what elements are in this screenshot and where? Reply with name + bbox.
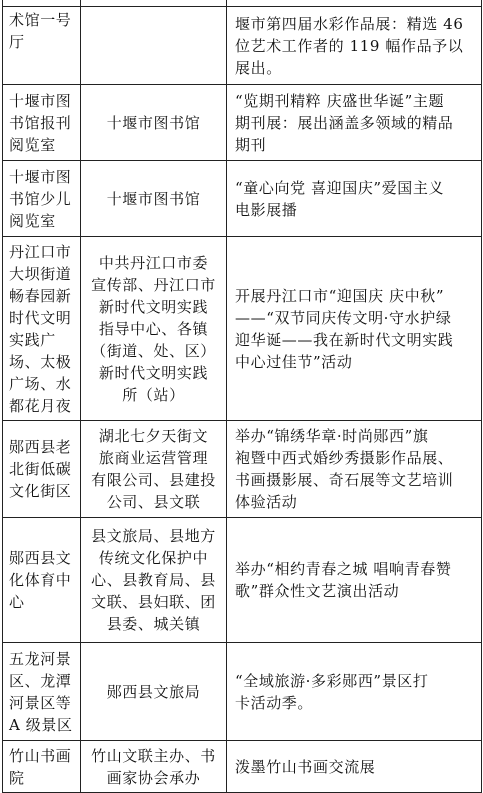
table-row	[3, 85, 482, 161]
organizer-cell: 湖北七夕天街文 旅商业运营管理 有限公司、县建投 公司、县文联	[81, 421, 227, 518]
activity-cell: “览期刊精粹 庆盛世华诞”主题 期刊展：展出涵盖多领域的精品 期刊	[227, 85, 482, 161]
table-row	[3, 237, 482, 421]
activity-cell: 开展丹江口市“迎国庆 庆中秋” ——“双节同庆传文明·守水护绿 迎华诞——我在新时代文明实践 中心过佳节”活动	[227, 237, 482, 421]
activity-table	[2, 0, 482, 793]
organizer-cell: 郧西县文旅局	[81, 643, 227, 741]
venue-cell: 丹江口市 大坝街道 畅春园新 时代文明 实践广 场、太极 广场、水 都花月夜	[3, 237, 81, 421]
activity-cell: “全域旅游·多彩郧西”景区打 卡活动季。	[227, 643, 482, 741]
table-row	[3, 741, 482, 793]
table-row	[3, 643, 482, 741]
table-body	[3, 0, 482, 793]
activity-cell: “童心向党 喜迎国庆”爱国主义 电影展播	[227, 161, 482, 237]
venue-cell: 五龙河景 区、龙潭 河景区等 A 级景区	[3, 643, 81, 741]
venue-cell: 十堰市图 书馆少儿 阅览室	[3, 161, 81, 237]
organizer-cell: 中共丹江口市委 宣传部、丹江口市 新时代文明实践 指导中心、各镇 （街道、处、区） 新时代文明实践 所（站）	[81, 237, 227, 421]
table-row	[3, 421, 482, 518]
organizer-cell	[81, 7, 227, 85]
activity-cell: 泼墨竹山书画交流展	[227, 741, 482, 793]
table-row	[3, 7, 482, 85]
venue-cell: 术馆一号 厅	[3, 7, 81, 85]
organizer-cell: 竹山文联主办、书 画家协会承办	[81, 741, 227, 793]
activity-cell: 举办“相约青春之城 唱响青春赞 歌”群众性文艺演出活动	[227, 518, 482, 643]
organizer-cell: 十堰市图书馆	[81, 85, 227, 161]
venue-cell: 竹山书画 院	[3, 741, 81, 793]
venue-cell: 郧西县老 北街低碳 文化街区	[3, 421, 81, 518]
table-row	[3, 518, 482, 643]
organizer-cell: 县文旅局、县地方 传统文化保护中 心、县教育局、县 文联、县妇联、团 县委、城关镇	[81, 518, 227, 643]
activity-cell: 举办“锦绣华章·时尚郧西”旗 袍暨中西式婚纱秀摄影作品展、 书画摄影展、奇石展等文艺培训 体验活动	[227, 421, 482, 518]
organizer-cell: 十堰市图书馆	[81, 161, 227, 237]
activity-cell: 堰市第四届水彩作品展：精选 46 位艺术工作者的 119 幅作品予以 展出。	[227, 7, 482, 85]
table-row	[3, 161, 482, 237]
venue-cell: 十堰市图 书馆报刊 阅览室	[3, 85, 81, 161]
venue-cell: 郧西县文 化体育中 心	[3, 518, 81, 643]
